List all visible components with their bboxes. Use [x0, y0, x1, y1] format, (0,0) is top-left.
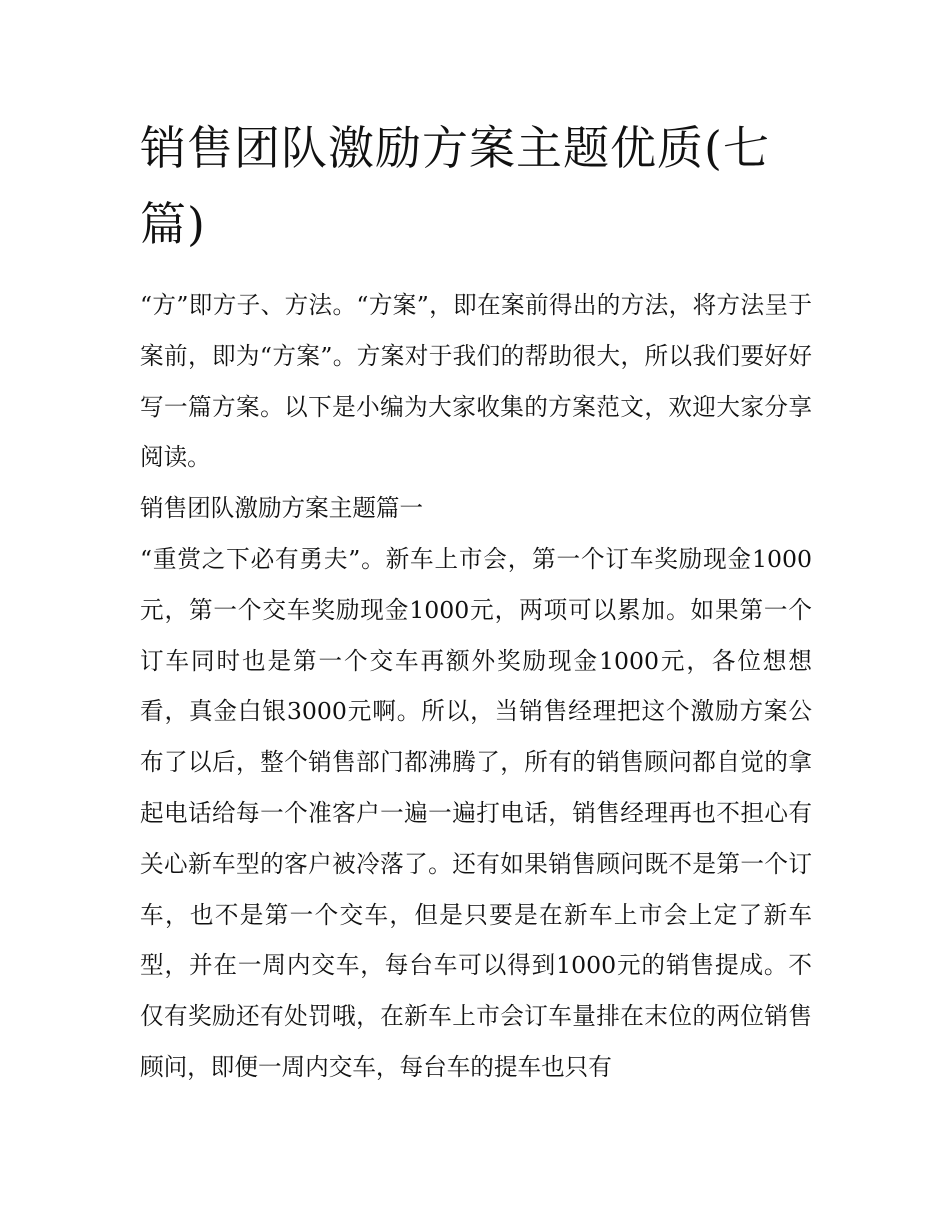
intro-paragraph: “方”即方子、方法。“方案”，即在案前得出的方法，将方法呈于案前，即为“方案”。方案对于我们的帮助很大，所以我们要好好写一篇方案。以下是小编为大家收集的方案范文，欢迎大家分享阅读。 — [140, 291, 812, 472]
section-heading: 销售团队激励方案主题篇一 — [140, 494, 424, 523]
document-title: 销售团队激励方案主题优质(七篇) — [140, 121, 770, 251]
document-page — [140, 110, 812, 1093]
section-body-paragraph: “重赏之下必有勇夫”。新车上市会，第一个订车奖励现金1000元，第一个交车奖励现金1000元，两项可以累加。如果第一个订车同时也是第一个交车再额外奖励现金1000元，各位想想看，真金白银3000元啊。所以，当销售经理把这个激励方案公布了以后，整个销售部门都沸腾了，所有的销售顾问都自觉的拿起电话给每一个准客户一遍一遍打电话，销售经理再也不担心有关心新车型的客户被冷落了。还有如果销售顾问既不是第一个订车，也不是第一个交车，但是只要是在新车上市会上定了新车型，并在一周内交车，每台车可以得到1000元的销售提成。不仅有奖励还有处罚哦，在新车上市会订车量排在末位的两位销售顾问，即便一周内交车，每台车的提车也只有 — [140, 544, 812, 1081]
